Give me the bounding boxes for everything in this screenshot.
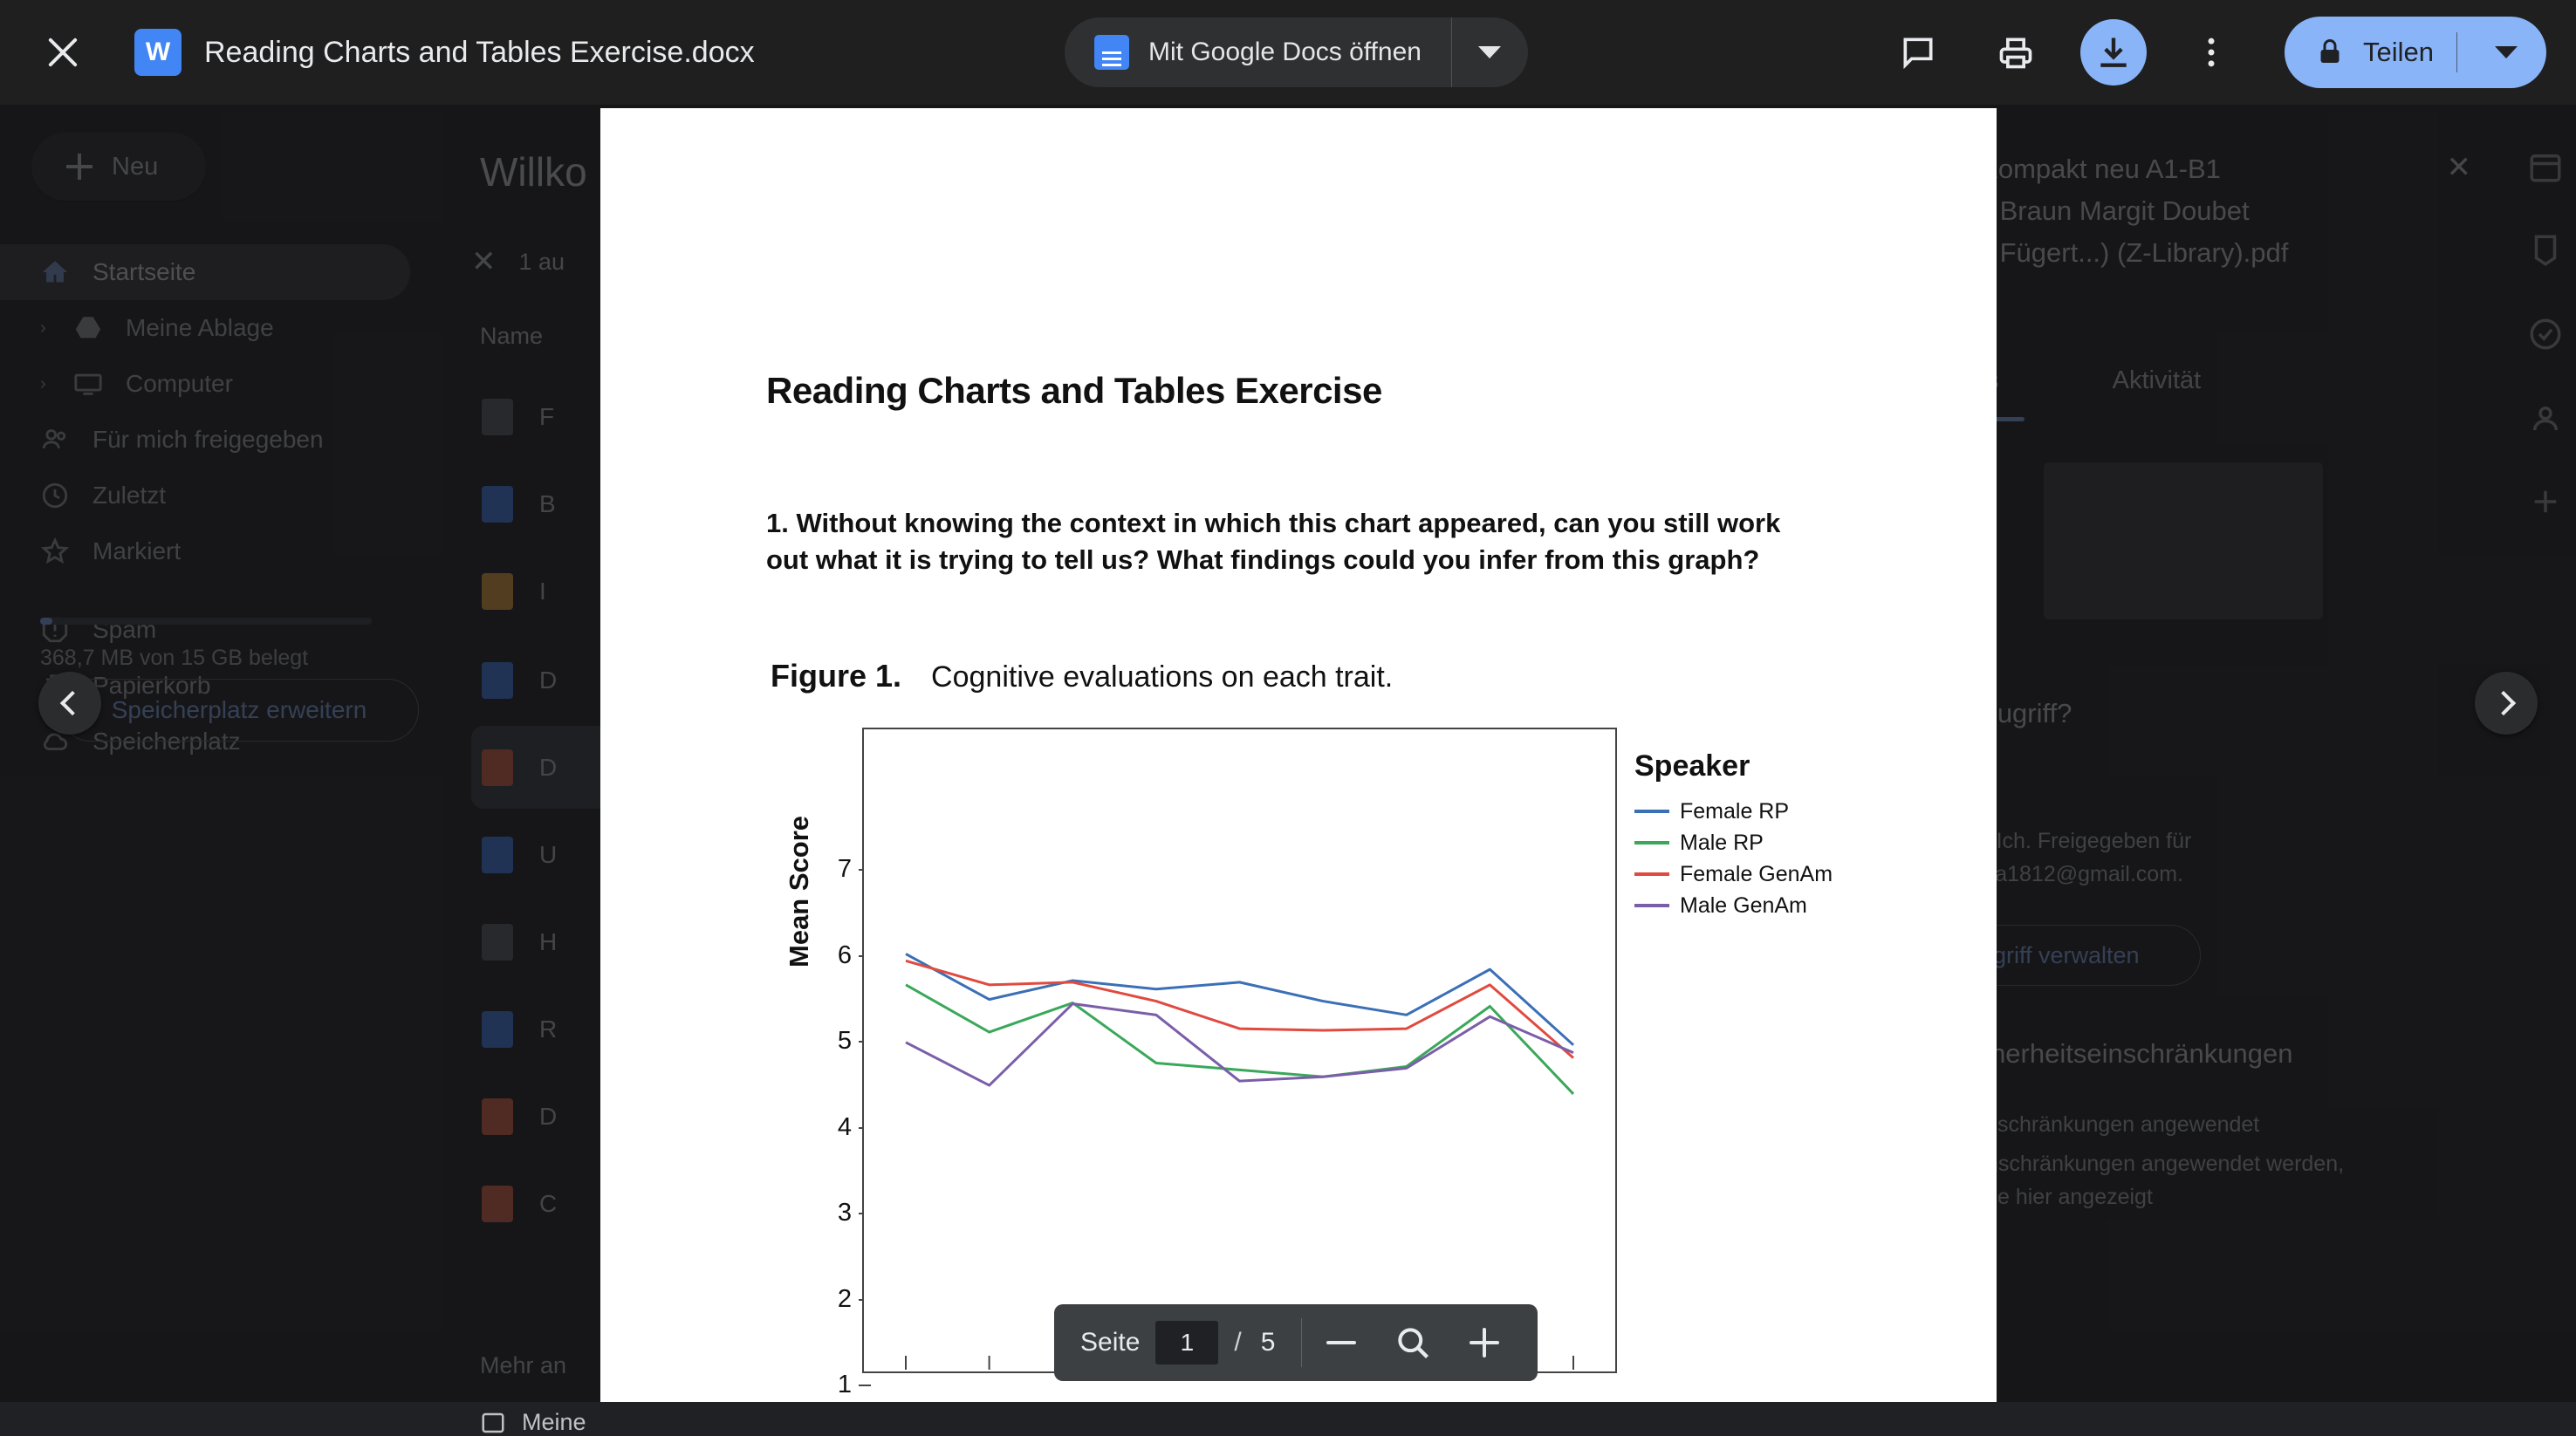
document-viewer[interactable]: [600, 108, 1997, 1402]
more-options-button[interactable]: [2178, 19, 2244, 85]
page-number-input[interactable]: [1155, 1321, 1218, 1364]
topbar-actions: [1885, 0, 2546, 105]
comment-button[interactable]: [1885, 19, 1951, 85]
ytick-3: 3: [837, 1199, 852, 1227]
legend-swatch: [1634, 810, 1669, 813]
share-button[interactable]: [2285, 17, 2546, 88]
open-with-docs-label: Mit Google Docs öffnen: [1148, 38, 1422, 66]
chart-legend: [1634, 749, 1833, 921]
ytick-5: 5: [837, 1027, 852, 1055]
chevron-down-icon: [1478, 46, 1501, 58]
legend-label: Female RP: [1680, 798, 1790, 824]
legend-item: [1634, 890, 1833, 921]
google-docs-icon: [1094, 35, 1129, 70]
open-with-dropdown-button[interactable]: [1451, 17, 1528, 87]
legend-item: [1634, 858, 1833, 890]
legend-label: Male GenAm: [1680, 892, 1807, 918]
figure-caption-text: Cognitive evaluations on each trait.: [931, 660, 1394, 694]
page-total: 5: [1260, 1328, 1276, 1357]
document-question: 1. Without knowing the context in which this chart appeared, can you still work out what it is trying to tell us? What findings could you infer from this graph?: [766, 508, 1781, 575]
open-with-docs-group: [1065, 17, 1528, 87]
legend-item: [1634, 827, 1833, 858]
figure-caption: [771, 658, 1393, 694]
divider: [1301, 1318, 1302, 1367]
close-icon[interactable]: [37, 26, 89, 79]
zoom-reset-button[interactable]: [1380, 1310, 1445, 1375]
ytick-2: 2: [837, 1285, 852, 1313]
legend-swatch: [1634, 841, 1669, 845]
my-drive-link[interactable]: [480, 1409, 586, 1436]
legend-swatch: [1634, 872, 1669, 876]
viewer-topbar: [0, 0, 2576, 105]
next-file-button[interactable]: [2475, 672, 2538, 735]
share-label: Teilen: [2363, 37, 2434, 67]
ytick-1: 1: [837, 1371, 852, 1398]
more-vert-icon: [2192, 33, 2230, 72]
my-drive-label: Meine: [522, 1409, 586, 1435]
print-icon: [1997, 33, 2035, 72]
chevron-left-icon: [60, 691, 85, 715]
legend-label: Female GenAm: [1680, 861, 1833, 886]
legend-swatch: [1634, 904, 1669, 907]
chevron-down-icon: [2495, 46, 2518, 58]
print-button[interactable]: [1983, 19, 2049, 85]
zoom-out-button[interactable]: [1309, 1310, 1374, 1375]
zoom-in-button[interactable]: [1452, 1310, 1517, 1375]
legend-item: [1634, 796, 1833, 827]
chart-ylabel: Mean Score: [784, 815, 814, 968]
share-dropdown-button[interactable]: [2480, 46, 2532, 58]
page-controls: [1054, 1304, 1538, 1381]
figure-label: Figure 1.: [771, 658, 902, 694]
legend-label: Male RP: [1680, 830, 1764, 855]
document-heading: Reading Charts and Tables Exercise: [766, 370, 1382, 411]
drive-small-icon: [480, 1410, 506, 1436]
lock-icon: [2314, 37, 2346, 68]
page-separator: /: [1234, 1328, 1242, 1357]
legend-title: Speaker: [1634, 749, 1750, 783]
divider: [2456, 32, 2457, 72]
ytick-6: 6: [837, 941, 852, 969]
page-label: Seite: [1080, 1328, 1141, 1357]
chevron-right-icon: [2491, 691, 2516, 715]
chart-plot-area: [862, 728, 1617, 1373]
line-chart: [864, 729, 1615, 1371]
word-file-icon: W: [134, 29, 182, 76]
minus-icon: [1326, 1341, 1356, 1344]
comment-icon: [1899, 33, 1937, 72]
ytick-4: 4: [837, 1113, 852, 1141]
page-title: Reading Charts and Tables Exercise.docx: [204, 35, 755, 69]
open-with-docs-button[interactable]: [1065, 17, 1451, 87]
download-icon: [2094, 33, 2133, 72]
download-button[interactable]: [2080, 19, 2147, 85]
previous-file-button[interactable]: [38, 672, 101, 735]
magnifier-icon: [1394, 1323, 1432, 1362]
ytick-7: 7: [837, 855, 852, 883]
plus-icon: [1470, 1328, 1499, 1357]
